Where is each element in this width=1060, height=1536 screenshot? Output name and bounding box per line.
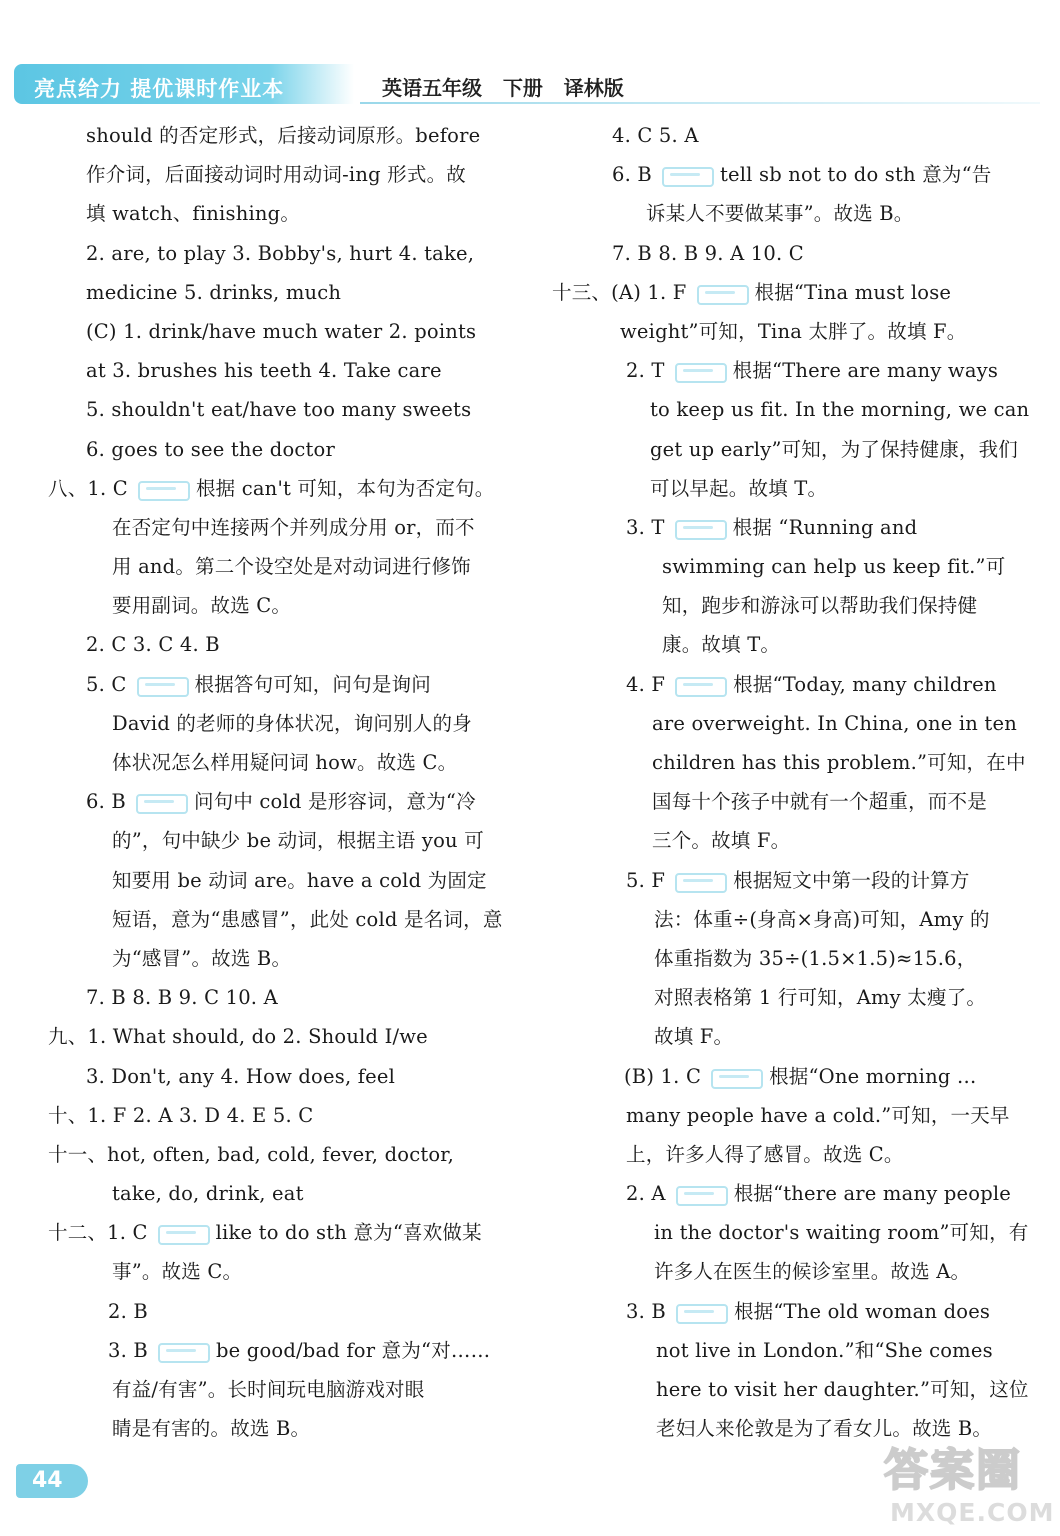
answer-text: take, do, drink, eat <box>112 1182 304 1206</box>
explanation-icon <box>676 1186 724 1202</box>
answer-line <box>548 743 1038 782</box>
answer-line <box>36 625 526 664</box>
watermark <box>884 1432 1055 1530</box>
answer-text: swimming can help us keep fit.”可 <box>662 555 1006 579</box>
answer-text: 诉某人不要做某事”。故选 B。 <box>646 202 914 226</box>
answer-text: 国每十个孩子中就有一个超重，而不是 <box>652 790 987 814</box>
answer-line <box>548 312 1038 351</box>
answer-line <box>36 469 526 508</box>
answer-line <box>36 234 526 273</box>
explanation-icon <box>158 1343 206 1359</box>
answer-text: 三个。故填 F。 <box>652 829 791 853</box>
series-title: 亮点给力 提优课时作业本 <box>34 77 285 101</box>
answer-line <box>548 821 1038 860</box>
answer-line <box>36 743 526 782</box>
answer-text: 7. B 8. B 9. A 10. C <box>612 241 804 265</box>
answer-text: 在否定句中连接两个并列成分用 or，而不 <box>112 515 475 539</box>
explanation-icon <box>158 1225 206 1241</box>
answer-line <box>36 194 526 233</box>
answer-text: 十、1. F 2. A 3. D 4. E 5. C <box>48 1103 314 1127</box>
answer-line <box>548 665 1038 704</box>
answer-text: 上，许多人得了感冒。故选 C。 <box>626 1142 904 1166</box>
answer-line <box>36 861 526 900</box>
book-title: 英语五年级 下册 译林版 <box>382 76 624 100</box>
answer-text: get up early”可知，为了保持健康，我们 <box>650 437 1019 461</box>
answer-line <box>548 1213 1038 1252</box>
answer-text: 填 watch、finishing。 <box>86 202 301 226</box>
answer-text: 6. B <box>612 163 652 187</box>
explanation-icon <box>138 481 186 497</box>
explanation-text: 根据“there are many people <box>733 1182 1012 1206</box>
answer-line <box>548 430 1038 469</box>
answer-text: 法：体重÷(身高×身高)可知，Amy 的 <box>654 907 990 931</box>
explanation-text: 根据 “Running and <box>732 515 918 539</box>
answer-line <box>548 861 1038 900</box>
answer-line <box>548 1017 1038 1056</box>
answer-line <box>548 1252 1038 1291</box>
explanation-icon <box>711 1069 759 1085</box>
answer-line <box>548 351 1038 390</box>
answer-text: 知，跑步和游泳可以帮助我们保持健 <box>662 594 978 618</box>
answer-text: 许多人在医生的候诊室里。故选 A。 <box>654 1260 971 1284</box>
answer-text: 2. C 3. C 4. B <box>86 633 220 657</box>
answer-text: 5. C <box>86 672 127 696</box>
series-banner <box>14 64 354 104</box>
answer-text: 有益/有害”。长时间玩电脑游戏对眼 <box>112 1378 425 1401</box>
answer-text: (B) 1. C <box>624 1064 702 1088</box>
answer-line <box>36 390 526 429</box>
answer-text: 6. B <box>86 790 126 814</box>
answer-line <box>36 1292 526 1331</box>
answer-line <box>548 155 1038 194</box>
answer-text: 2. T <box>626 359 665 383</box>
answer-line <box>548 586 1038 625</box>
explanation-text: 问句中 cold 是形容词，意为“冷 <box>193 790 476 814</box>
header-divider <box>360 102 1040 104</box>
answer-line <box>36 1017 526 1056</box>
answer-text: 3. Don't, any 4. How does, feel <box>86 1064 396 1088</box>
answer-line <box>548 116 1038 155</box>
answer-text: 体状况怎么样用疑问词 how。故选 C。 <box>112 751 458 774</box>
explanation-icon <box>136 794 184 810</box>
answer-line <box>548 234 1038 273</box>
answer-line <box>36 155 526 194</box>
answer-text: 为“感冒”。故选 B。 <box>112 946 292 970</box>
answer-text: weight”可知，Tina 太胖了。故填 F。 <box>620 319 967 343</box>
answer-text: 用 and。第二个设空处是对动词进行修饰 <box>112 555 471 579</box>
explanation-text: tell sb not to do sth 意为“告 <box>719 163 992 187</box>
answer-line <box>36 1057 526 1096</box>
answer-line <box>36 1135 526 1174</box>
explanation-icon <box>697 285 745 301</box>
answer-line <box>548 1096 1038 1135</box>
answer-line <box>36 1096 526 1135</box>
answer-line <box>548 273 1038 312</box>
answer-text: 的”，句中缺少 be 动词，根据主语 you 可 <box>112 829 484 853</box>
explanation-text: 根据 can't 可知，本句为否定句。 <box>195 476 495 500</box>
answer-text: David 的老师的身体状况，询问别人的身 <box>112 711 472 735</box>
answer-text: here to visit her daughter.”可知，这位 <box>656 1378 1029 1401</box>
explanation-icon <box>675 520 723 536</box>
answer-text: many people have a cold.”可知，一天早 <box>626 1103 1010 1127</box>
answer-line <box>548 547 1038 586</box>
answer-text: 九、1. What should, do 2. Should I/we <box>48 1025 428 1049</box>
answer-text: 3. T <box>626 515 665 539</box>
answer-text: medicine 5. drinks, much <box>86 280 342 304</box>
answer-text: in the doctor's waiting room”可知，有 <box>654 1221 1029 1245</box>
answer-text: 康。故填 T。 <box>662 633 781 657</box>
answer-text: 2. A <box>626 1182 666 1206</box>
answer-text: (C) 1. drink/have much water 2. points <box>86 319 477 343</box>
answer-text: 睛是有害的。故选 B。 <box>112 1417 311 1441</box>
answer-text: 十一、hot, often, bad, cold, fever, doctor, <box>48 1142 455 1166</box>
answer-line <box>548 1370 1038 1409</box>
answer-line <box>36 1252 526 1291</box>
answer-line <box>36 939 526 978</box>
answer-line <box>36 900 526 939</box>
answer-line <box>548 978 1038 1017</box>
answer-text: to keep us fit. In the morning, we can <box>650 398 1030 422</box>
explanation-icon <box>675 873 723 889</box>
answer-line <box>548 194 1038 233</box>
answer-line <box>36 782 526 821</box>
answer-text: 6. goes to see the doctor <box>86 437 336 461</box>
explanation-text: 根据短文中第一段的计算方 <box>733 868 970 892</box>
answer-text: 对照表格第 1 行可知，Amy 太瘦了。 <box>654 986 987 1010</box>
answer-line <box>548 1174 1038 1213</box>
watermark-url: MXQE.COM <box>890 1498 1055 1527</box>
answer-line <box>548 1057 1038 1096</box>
answer-line <box>36 586 526 625</box>
answer-text: 作介词，后面接动词时用动词-ing 形式。故 <box>86 163 466 187</box>
explanation-icon <box>662 167 710 183</box>
answer-column-left <box>36 116 526 1448</box>
answer-text: 2. are, to play 3. Bobby's, hurt 4. take, <box>86 241 475 265</box>
explanation-text: 根据答句可知，问句是询问 <box>194 672 431 696</box>
answer-text: 老妇人来伦敦是为了看女儿。故选 B。 <box>656 1417 993 1441</box>
answer-text: 5. shouldn't eat/have too many sweets <box>86 398 472 422</box>
answer-line <box>36 821 526 860</box>
answer-text: 体重指数为 35÷(1.5×1.5)≈15.6， <box>654 946 977 970</box>
answer-line <box>548 508 1038 547</box>
answer-text: should 的否定形式，后接动词原形。before <box>86 124 481 147</box>
explanation-text: 根据“Tina must lose <box>754 280 952 304</box>
answer-line <box>36 1409 526 1448</box>
answer-line <box>36 665 526 704</box>
answer-line <box>548 390 1038 429</box>
answer-line <box>548 939 1038 978</box>
answer-line <box>36 116 526 155</box>
answer-text: 十二、1. C <box>48 1221 148 1245</box>
answer-line <box>36 1331 526 1370</box>
explanation-text: 根据“Today, many children <box>733 672 997 696</box>
answer-text: not live in London.”和“She comes <box>656 1338 993 1362</box>
answer-line <box>36 1213 526 1252</box>
answer-line <box>36 1370 526 1409</box>
answer-line <box>548 625 1038 664</box>
answer-line <box>36 978 526 1017</box>
page-number: 44 <box>16 1464 88 1498</box>
answer-text: 3. B <box>108 1338 148 1362</box>
explanation-icon <box>675 363 723 379</box>
answer-line <box>36 704 526 743</box>
answer-line <box>36 430 526 469</box>
answer-text: 5. F <box>626 868 666 892</box>
answer-text: 短语，意为“患感冒”，此处 cold 是名词，意 <box>112 907 503 931</box>
answer-text: 2. B <box>108 1299 148 1323</box>
answer-text: at 3. brushes his teeth 4. Take care <box>86 359 442 383</box>
explanation-text: 根据“There are many ways <box>732 359 999 383</box>
answer-line <box>548 469 1038 508</box>
answer-line <box>548 1135 1038 1174</box>
answer-text: 故填 F。 <box>654 1025 734 1049</box>
answer-text: 八、1. C <box>48 476 128 500</box>
answer-column-right <box>548 116 1038 1448</box>
answer-line <box>548 704 1038 743</box>
page-header <box>0 62 1060 108</box>
explanation-icon <box>676 1304 724 1320</box>
answer-line <box>36 312 526 351</box>
answer-text: 4. F <box>626 672 666 696</box>
explanation-text: 根据“The old woman does <box>733 1299 991 1323</box>
answer-line <box>36 351 526 390</box>
answer-text: 可以早起。故填 T。 <box>650 476 828 500</box>
answer-line <box>548 1331 1038 1370</box>
answer-line <box>36 547 526 586</box>
explanation-icon <box>137 677 185 693</box>
explanation-text: 根据“One morning … <box>769 1064 977 1088</box>
explanation-icon <box>675 677 723 693</box>
answer-text: 知要用 be 动词 are。have a cold 为固定 <box>112 868 487 892</box>
answer-text: 事”。故选 C。 <box>112 1260 243 1284</box>
answer-line <box>548 782 1038 821</box>
answer-line <box>36 1174 526 1213</box>
answer-text: are overweight. In China, one in ten <box>652 711 1017 735</box>
answer-text: 十三、(A) 1. F <box>552 280 687 304</box>
answer-line <box>36 273 526 312</box>
explanation-text: be good/bad for 意为“对…… <box>215 1338 491 1362</box>
watermark-logo: 答案圈 <box>884 1445 1022 1496</box>
answer-text: children has this problem.”可知，在中 <box>652 751 1026 774</box>
answer-text: 7. B 8. B 9. C 10. A <box>86 986 278 1010</box>
explanation-text: like to do sth 意为“喜欢做某 <box>215 1221 482 1245</box>
answer-line <box>36 508 526 547</box>
answer-line <box>548 900 1038 939</box>
answer-text: 要用副词。故选 C。 <box>112 594 292 618</box>
answer-text: 4. C 5. A <box>612 124 699 147</box>
answer-text: 3. B <box>626 1299 666 1323</box>
answer-line <box>548 1292 1038 1331</box>
